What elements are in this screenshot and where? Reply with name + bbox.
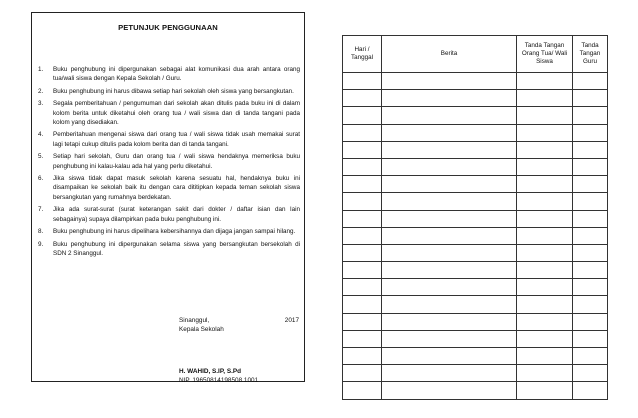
communication-log-table [342, 35, 608, 400]
table-row [343, 244, 608, 261]
instruction-item [38, 227, 300, 236]
teacher-signature-cell[interactable] [573, 141, 608, 158]
date-cell[interactable] [343, 158, 382, 175]
parent-signature-cell[interactable] [517, 90, 573, 107]
news-cell[interactable] [382, 107, 517, 124]
date-cell[interactable] [343, 313, 382, 330]
instruction-text: Pemberitahuan mengenai siswa dari orang tua / wali siswa tidak usah memakai surat lagi tetapi cukup ditulis pada kolom berita dan di tanda tangani. [53, 131, 300, 148]
teacher-signature-cell[interactable] [573, 313, 608, 330]
teacher-signature-cell[interactable] [573, 124, 608, 141]
teacher-signature-cell[interactable] [573, 296, 608, 313]
instruction-number: 7. [38, 206, 44, 214]
news-cell[interactable] [382, 176, 517, 193]
teacher-signature-cell[interactable] [573, 158, 608, 175]
news-cell[interactable] [382, 262, 517, 279]
parent-signature-cell[interactable] [517, 244, 573, 261]
news-cell[interactable] [382, 141, 517, 158]
header-date: Hari / Tanggal [343, 36, 382, 73]
news-cell[interactable] [382, 279, 517, 296]
instruction-number: 4. [38, 131, 44, 139]
header-news: Berita [382, 36, 517, 73]
table-row [343, 210, 608, 227]
instruction-text: Segala pemberitahuan / pengumuman dari sekolah akan ditulis pada buku ini di dalam kolom berita untuk diketahui oleh orang tua / wali siswa dan di tanda tangani pada kolom yang disediakan. [53, 100, 300, 127]
instructions-page [31, 12, 305, 382]
teacher-signature-cell[interactable] [573, 73, 608, 90]
instruction-number: 3. [38, 100, 44, 108]
date-cell[interactable] [343, 227, 382, 244]
date-cell[interactable] [343, 244, 382, 261]
instructions-title: PETUNJUK PENGGUNAAN [118, 23, 218, 32]
teacher-signature-cell[interactable] [573, 348, 608, 365]
instruction-item [38, 130, 300, 149]
parent-signature-cell[interactable] [517, 158, 573, 175]
table-row [343, 124, 608, 141]
instruction-number: 6. [38, 175, 44, 183]
table-row [343, 73, 608, 90]
table-row [343, 107, 608, 124]
parent-signature-cell[interactable] [517, 313, 573, 330]
parent-signature-cell[interactable] [517, 279, 573, 296]
table-row [343, 158, 608, 175]
signature-role: Kepala Sekolah [179, 326, 224, 333]
parent-signature-cell[interactable] [517, 382, 573, 399]
instruction-number: 2. [38, 87, 44, 95]
news-cell[interactable] [382, 158, 517, 175]
date-cell[interactable] [343, 382, 382, 399]
table-row [343, 227, 608, 244]
parent-signature-cell[interactable] [517, 365, 573, 382]
news-cell[interactable] [382, 90, 517, 107]
table-row [343, 382, 608, 399]
parent-signature-cell[interactable] [517, 227, 573, 244]
parent-signature-cell[interactable] [517, 141, 573, 158]
table-row [343, 365, 608, 382]
instructions-list [38, 65, 300, 261]
table-body [343, 73, 608, 400]
signature-year: 2017 [284, 317, 299, 324]
news-cell[interactable] [382, 227, 517, 244]
instruction-text: Buku penghubung ini harus dibawa setiap hari sekolah oleh siswa yang bersangkutan. [53, 87, 294, 95]
teacher-signature-cell[interactable] [573, 382, 608, 399]
table-row [343, 176, 608, 193]
instruction-item [38, 174, 300, 202]
table-row [343, 262, 608, 279]
table-row [343, 348, 608, 365]
news-cell[interactable] [382, 296, 517, 313]
header-teacher-signature: Tanda Tangan Guru [573, 36, 608, 73]
table-row [343, 279, 608, 296]
news-cell[interactable] [382, 73, 517, 90]
parent-signature-cell[interactable] [517, 330, 573, 347]
instruction-number: 5. [38, 153, 44, 161]
instruction-number: 9. [38, 240, 44, 248]
news-cell[interactable] [382, 210, 517, 227]
instruction-item [38, 205, 300, 224]
parent-signature-cell[interactable] [517, 176, 573, 193]
table-header-row [343, 36, 608, 73]
news-cell[interactable] [382, 330, 517, 347]
date-cell[interactable] [343, 176, 382, 193]
news-cell[interactable] [382, 365, 517, 382]
header-parent-signature: Tanda Tangan Orang Tua/ Wali Siswa [517, 36, 573, 73]
date-cell[interactable] [343, 365, 382, 382]
instruction-text: Buku penghubung ini dipergunakan selama siswa yang bersangkutan bersekolah di SDN 2 Sinanggul. [53, 240, 300, 257]
news-cell[interactable] [382, 382, 517, 399]
table-row [343, 90, 608, 107]
date-cell[interactable] [343, 210, 382, 227]
teacher-signature-cell[interactable] [573, 107, 608, 124]
parent-signature-cell[interactable] [517, 348, 573, 365]
parent-signature-cell[interactable] [517, 262, 573, 279]
news-cell[interactable] [382, 124, 517, 141]
news-cell[interactable] [382, 313, 517, 330]
signature-nip: NIP. 19650814198508 1001 [179, 377, 259, 384]
parent-signature-cell[interactable] [517, 210, 573, 227]
teacher-signature-cell[interactable] [573, 365, 608, 382]
news-cell[interactable] [382, 348, 517, 365]
date-cell[interactable] [343, 279, 382, 296]
parent-signature-cell[interactable] [517, 124, 573, 141]
instruction-item [38, 99, 300, 127]
instruction-item [38, 87, 300, 96]
date-cell[interactable] [343, 141, 382, 158]
teacher-signature-cell[interactable] [573, 244, 608, 261]
signature-name: H. WAHID, S.IP, S.Pd [179, 368, 242, 375]
instruction-item [38, 65, 300, 84]
date-cell[interactable] [343, 296, 382, 313]
table-row [343, 141, 608, 158]
signature-place: Sinanggul, [179, 317, 210, 324]
teacher-signature-cell[interactable] [573, 90, 608, 107]
date-cell[interactable] [343, 193, 382, 210]
table-row [343, 296, 608, 313]
teacher-signature-cell[interactable] [573, 262, 608, 279]
table-row [343, 193, 608, 210]
instruction-item [38, 240, 300, 259]
instruction-number: 1. [38, 66, 44, 73]
instruction-text: Setiap hari sekolah, Guru dan orang tua / wali siswa hendaknya memeriksa buku penghubung ini kalau-kalau ada hal yang perlu diketahui. [53, 153, 300, 170]
date-cell[interactable] [343, 90, 382, 107]
table-row [343, 330, 608, 347]
parent-signature-cell[interactable] [517, 73, 573, 90]
date-cell[interactable] [343, 107, 382, 124]
date-cell[interactable] [343, 330, 382, 347]
date-cell[interactable] [343, 262, 382, 279]
table-row [343, 313, 608, 330]
instruction-item [38, 152, 300, 171]
signature-block [179, 316, 299, 334]
instruction-number: 8. [38, 228, 44, 236]
instruction-text: Buku penghubung ini harus dipelihara kebersihannya dan dijaga jangan sampai hilang. [53, 228, 296, 236]
instruction-text: Buku penghubung ini dipergunakan sebagai alat komunikasi dua arah antara orang tua/wali siswa dengan Kepala Sekolah / Guru. [53, 66, 300, 83]
teacher-signature-cell[interactable] [573, 176, 608, 193]
parent-signature-cell[interactable] [517, 193, 573, 210]
parent-signature-cell[interactable] [517, 107, 573, 124]
teacher-signature-cell[interactable] [573, 193, 608, 210]
teacher-signature-cell[interactable] [573, 210, 608, 227]
date-cell[interactable] [343, 348, 382, 365]
news-cell[interactable] [382, 244, 517, 261]
teacher-signature-cell[interactable] [573, 330, 608, 347]
instruction-text: Jika ada surat-surat (surat keterangan sakit dari dokter / daftar isian dan lain sebagainya) supaya dilampirkan pada buku penghubung ini. [53, 206, 300, 223]
news-cell[interactable] [382, 193, 517, 210]
date-cell[interactable] [343, 124, 382, 141]
instruction-text: Jika siswa tidak dapat masuk sekolah karena sesuatu hal, hendaknya buku ini disampaikan ke sekolah baik itu dengan cara dititipkan kepada teman sekolah siswa bersangkutan yang rumahnya berdekatan. [53, 175, 300, 201]
teacher-signature-cell[interactable] [573, 227, 608, 244]
teacher-signature-cell[interactable] [573, 279, 608, 296]
parent-signature-cell[interactable] [517, 296, 573, 313]
date-cell[interactable] [343, 73, 382, 90]
